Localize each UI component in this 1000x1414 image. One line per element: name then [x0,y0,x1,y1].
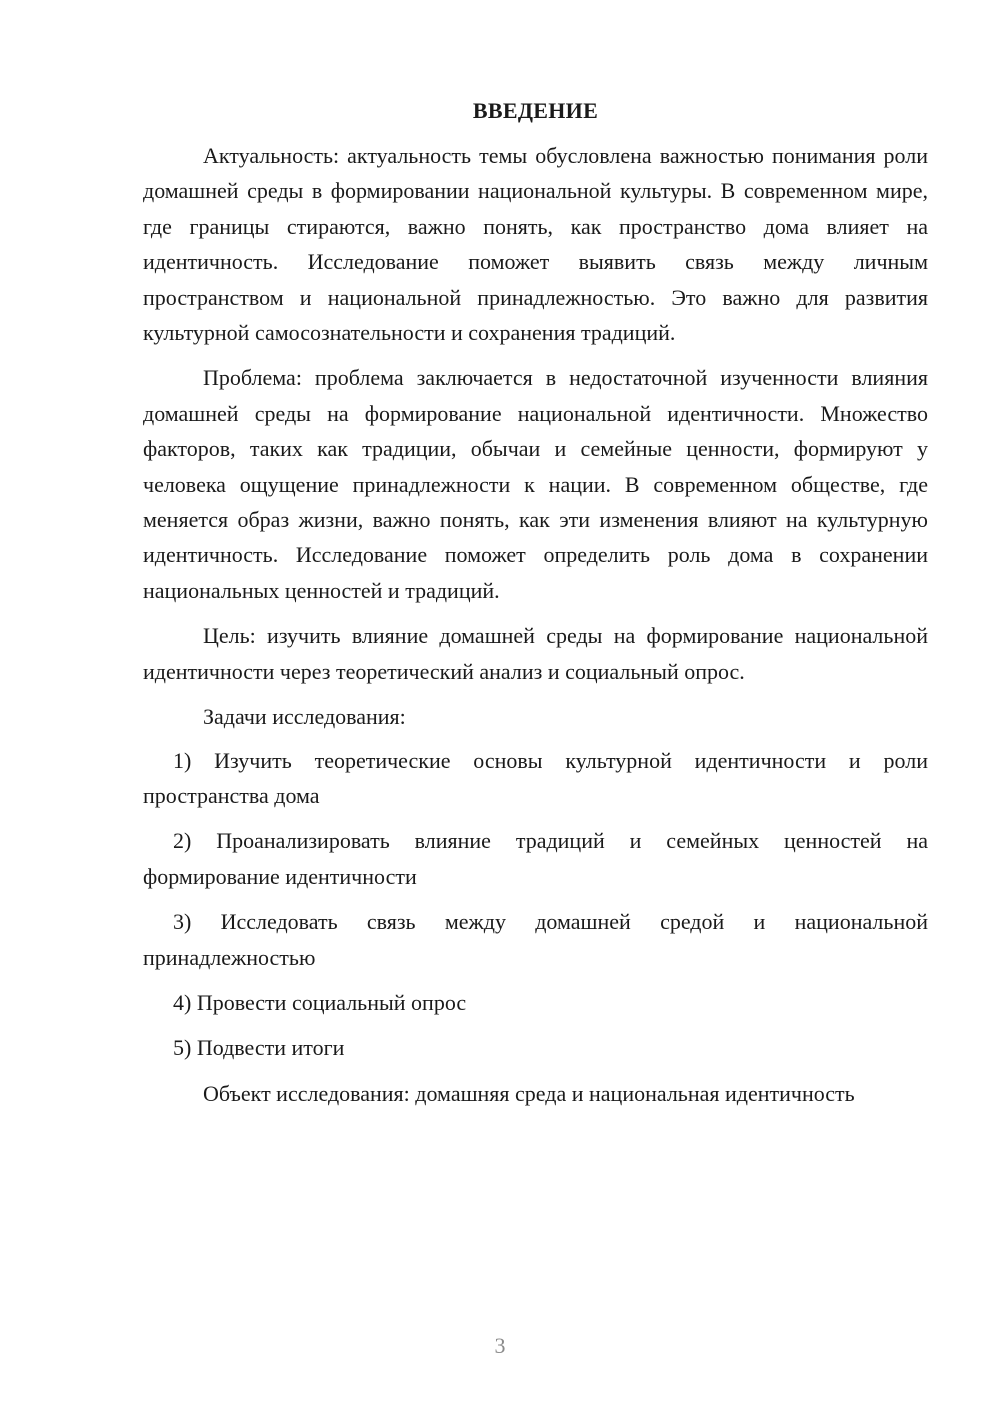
paragraph-object: Объект исследования: домашняя среда и национальная идентичность [203,1080,855,1106]
document-page [143,96,928,1121]
section-title: ВВЕДЕНИЕ [472,98,599,123]
task-item-3: 3) Исследовать связь между домашней средой и национальной принадлежностью [143,909,928,970]
page-number: 3 [494,1333,506,1358]
task-item-5: 5) Подвести итоги [173,1035,345,1061]
paragraph-problem: Проблема: проблема заключается в недостаточной изученности влияния домашней среды на формирование национальной идентичности. Множество факторов, таких как традиции, обычаи и семейные ценности, формируют у человека ощущение принадлежности к нации. В современном обществе, где меняется образ жизни, важно понять, как эти изменения влияют на культурную идентичность. Исследование поможет определить роль дома в сохранении национальных ценностей и традиций. [143,365,928,603]
paragraph-goal: Цель: изучить влияние домашней среды на формирование национальной идентичности через теоретический анализ и социальный опрос. [143,623,928,684]
task-item-1: 1) Изучить теоретические основы культурной идентичности и роли пространства дома [143,747,928,808]
task-item-2: 2) Проанализировать влияние традиций и семейных ценностей на формирование идентичности [143,828,928,889]
task-item-4: 4) Провести социальный опрос [173,989,467,1015]
tasks-heading: Задачи исследования: [203,704,406,730]
paragraph-relevance: Актуальность: актуальность темы обусловлена важностью понимания роли домашней среды в формировании национальной культуры. В современном мире, где границы стираются, важно понять, как пространство дома влияет на идентичность. Исследование поможет выявить связь между личным пространством и национальной принадлежностью. Это важно для развития культурной самосознательности и сохранения традиций. [143,143,928,346]
